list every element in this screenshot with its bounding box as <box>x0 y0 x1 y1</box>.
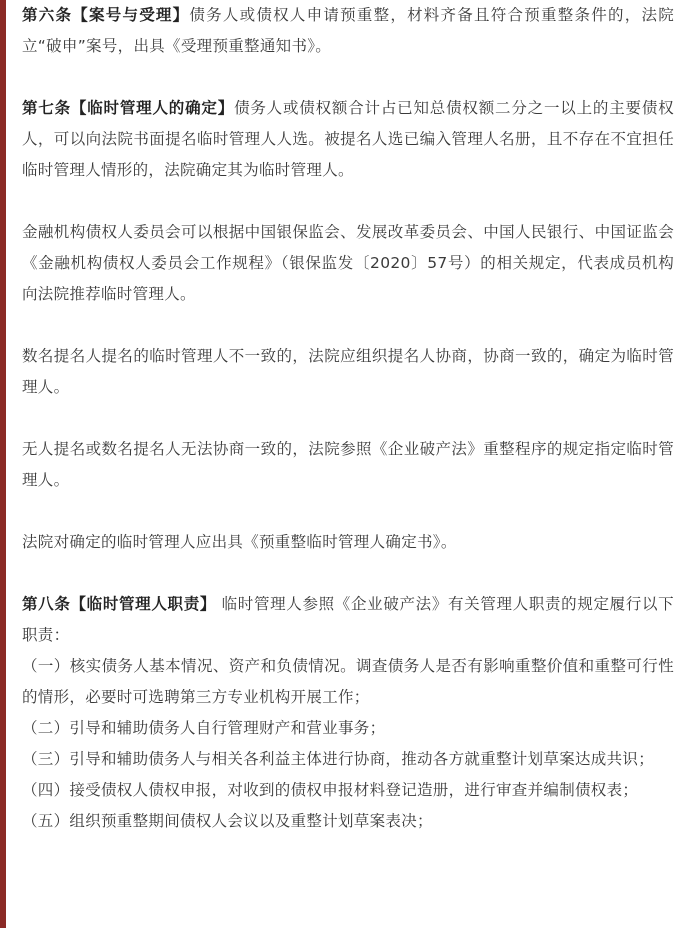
document-body <box>22 0 674 837</box>
article-8-text: 临时管理人参照《企业破产法》有关管理人职责的规定履行以下职责： <box>22 595 674 644</box>
paragraph-gap <box>22 310 674 341</box>
article-8-item: （四）接受债权人债权申报，对收到的债权申报材料登记造册，进行审查并编制债权表； <box>22 781 639 799</box>
article-7 <box>22 93 674 186</box>
article-7-text: 债务人或债权额合计占已知总债权额二分之一以上的主要债权人，可以向法院书面提名临时管理人人选。被提名人选已编入管理人名册，且不存在不宜担任临时管理人情形的，法院确定其为临时管理人。 <box>22 99 674 179</box>
paragraph-gap <box>22 496 674 527</box>
article-7-heading: 第七条【临时管理人的确定】 <box>22 99 235 117</box>
article-7-paragraph: 法院对确定的临时管理人应出具《预重整临时管理人确定书》。 <box>22 533 457 551</box>
article-8-item: （五）组织预重整期间债权人会议以及重整计划草案表决； <box>22 812 433 830</box>
article-6-text: 债务人或债权人申请预重整，材料齐备且符合预重整条件的，法院立“破申”案号，出具《受理预重整通知书》。 <box>22 6 674 55</box>
article-8-item: （二）引导和辅助债务人自行管理财产和营业事务； <box>22 719 386 737</box>
article-8-item: （三）引导和辅助债务人与相关各利益主体进行协商，推动各方就重整计划草案达成共识； <box>22 750 655 768</box>
article-7-paragraph: 数名提名人提名的临时管理人不一致的，法院应组织提名人协商，协商一致的，确定为临时管理人。 <box>22 347 674 396</box>
paragraph-gap <box>22 403 674 434</box>
article-8-heading: 第八条【临时管理人职责】 <box>22 595 217 613</box>
article-6 <box>22 0 674 62</box>
article-6-heading: 第六条【案号与受理】 <box>22 6 190 24</box>
article-8-item: （一）核实债务人基本情况、资产和负债情况。调查债务人是否有影响重整价值和重整可行性的情形，必要时可选聘第三方专业机构开展工作； <box>22 657 674 706</box>
paragraph-gap <box>22 558 674 589</box>
paragraph-gap <box>22 62 674 93</box>
paragraph-gap <box>22 186 674 217</box>
article-7-paragraph: 无人提名或数名提名人无法协商一致的，法院参照《企业破产法》重整程序的规定指定临时管理人。 <box>22 440 674 489</box>
article-8 <box>22 589 674 651</box>
left-accent-bar <box>0 0 6 928</box>
article-7-paragraph: 金融机构债权人委员会可以根据中国银保监会、发展改革委员会、中国人民银行、中国证监会《金融机构债权人委员会工作规程》（银保监发〔2020〕57号）的相关规定，代表成员机构向法院推荐临时管理人。 <box>22 223 674 303</box>
